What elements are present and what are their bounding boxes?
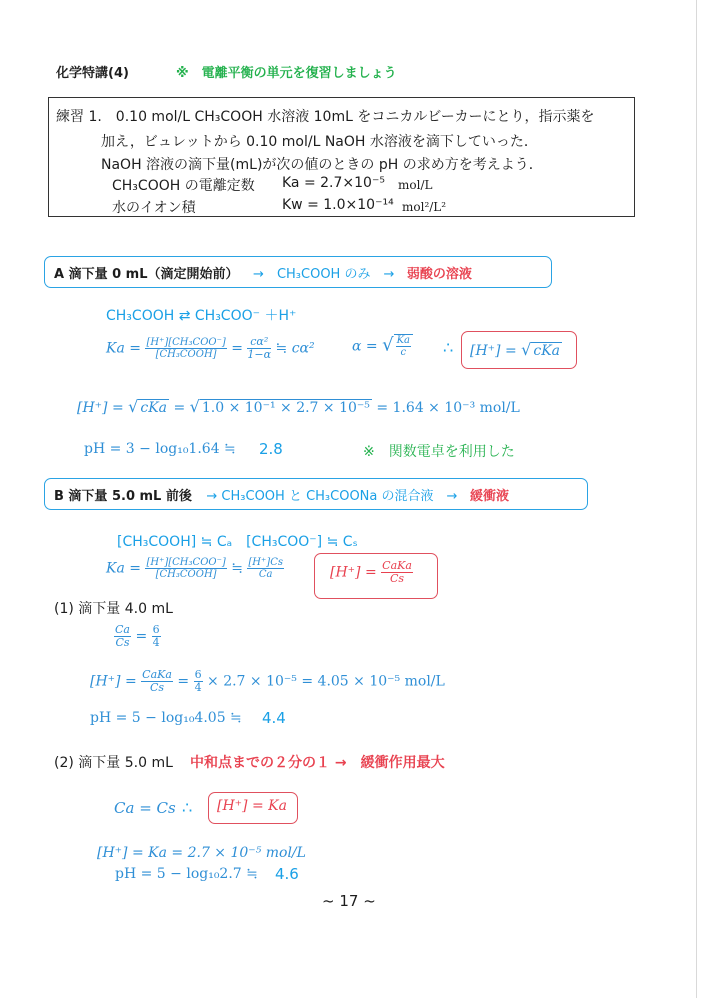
ka-denominator: [CH₃COOH] <box>155 349 217 361</box>
page-number: ~ 17 ~ <box>322 892 376 910</box>
h-part1-ratio-numerator: 6 <box>194 668 202 681</box>
buffer-h-lhs: [H⁺] = <box>330 564 377 581</box>
section-b-title-black: B 滴下量 5.0 mL 前後 <box>54 489 192 504</box>
alpha-fraction <box>396 335 411 358</box>
kw-unit: mol²/L² <box>402 200 447 214</box>
ka-b-approx: ≒ <box>231 560 243 577</box>
h-formula-radicand: cKa <box>533 343 561 359</box>
alpha-numerator: Ka <box>396 335 411 346</box>
ratio-eq: = <box>135 628 148 645</box>
h-part1-ratio-denominator: 4 <box>194 681 202 695</box>
section-a-title-red: 弱酸の溶液 <box>406 267 472 282</box>
alpha-denominator: c <box>400 347 407 358</box>
h-calc-radicand-2: 1.0 × 10⁻¹ × 2.7 × 10⁻⁵ <box>201 400 370 416</box>
h-formula-lhs: [H⁺] = <box>470 343 517 359</box>
course-title: 化学特講(4) <box>56 66 129 81</box>
h-formula: [H⁺] = √ cKa <box>470 340 561 359</box>
buffer-h-denominator: Cs <box>390 572 405 586</box>
ratio-value-numerator: 6 <box>152 623 160 636</box>
ka-eq: = <box>231 340 243 357</box>
ka-b-ratio <box>247 557 284 580</box>
h-part1-numerator: CaKa <box>142 668 172 681</box>
h-part1-fraction <box>141 669 173 694</box>
ka-numerator: [H⁺][CH₃COO⁻] <box>146 337 226 349</box>
h-part1-lhs: [H⁺] = <box>90 673 137 690</box>
ka-fraction <box>145 337 226 360</box>
calculator-note: ※ 関数電卓を利用した <box>363 444 515 460</box>
ca-eq-cs: Ca = Cs <box>114 799 176 817</box>
ka-expression <box>106 336 315 361</box>
ph-a-expression: pH = 3 − log₁₀1.64 ≒ <box>84 441 236 457</box>
ph-a-value: 2.8 <box>259 440 283 458</box>
exercise-line-3: NaOH 溶液の滴下量(mL)が次の値のときの pH の求め方を考えよう． <box>101 157 543 173</box>
alpha-expression: α = √ $\frac{Ka}{c}$ <box>352 334 413 358</box>
ph-part2-value: 4.6 <box>275 865 299 883</box>
section-b-title-red: 緩衝液 <box>469 489 509 504</box>
ka-b-fraction <box>145 557 226 580</box>
ph-part2-expression: pH = 5 − log₁₀2.7 ≒ <box>115 866 258 882</box>
ratio-value-denominator: 4 <box>152 636 160 650</box>
h-calc-eq: = <box>173 400 186 416</box>
exercise-line-1: 練習 1. 0.10 mol/L CH₃COOH 水溶液 10mL をコニカルビーカーにとり，指示薬を <box>56 109 595 125</box>
calpha-numerator: cα² <box>247 336 271 349</box>
kw-label: 水のイオン積 <box>112 200 196 216</box>
part-2-note: 中和点までの２分の１ → 緩衝作用最大 <box>190 755 445 771</box>
page-edge-line <box>696 0 697 998</box>
calpha-denominator: 1−α <box>247 348 272 362</box>
section-a-title-black: A 滴下量 0 mL（滴定開始前） <box>54 267 239 282</box>
ph-part1-expression: pH = 5 − log₁₀4.05 ≒ <box>90 710 242 726</box>
part-1-label: (1) 滴下量 4.0 mL <box>54 601 173 617</box>
concentration-approx: [CH₃COOH] ≒ Cₐ [CH₃COO⁻] ≒ Cₛ <box>117 534 358 550</box>
h-calc-radicand-1: cKa <box>140 400 168 416</box>
ratio-expression <box>114 624 161 649</box>
h-part1-denominator: Cs <box>150 681 165 695</box>
ka-b-lhs: Ka = <box>106 560 141 577</box>
alpha-lhs: α = <box>352 338 378 355</box>
h-part1-calc <box>90 669 445 694</box>
ka-b-ratio-denominator: Ca <box>258 569 273 580</box>
ka-lhs: Ka = <box>106 340 141 357</box>
buffer-h-fraction <box>381 560 413 585</box>
ka-unit: mol/L <box>398 178 433 192</box>
ka-approx: ≒ cα² <box>275 340 315 357</box>
h-calculation: [H⁺] = √ cKa = √ 1.0 × 10⁻¹ × 2.7 × 10⁻⁵ = 1.64 × 10⁻³ mol/L <box>77 397 520 416</box>
ka-label: CH₃COOH の電離定数 <box>112 178 255 194</box>
therefore-symbol-2: ∴ <box>182 798 193 817</box>
h-part1-ratio <box>194 669 203 694</box>
review-note: ※ 電離平衡の単元を復習しましょう <box>176 66 397 81</box>
ionization-equation: CH₃COOH ⇄ CH₃COO⁻ ＋H⁺ <box>106 308 297 324</box>
ka-b-numerator: [H⁺][CH₃COO⁻] <box>146 557 226 568</box>
ph-part1-value: 4.4 <box>262 709 286 727</box>
ratio-value <box>152 624 161 649</box>
buffer-h-formula <box>330 560 413 585</box>
kw-value: Kw = 1.0×10⁻¹⁴ <box>282 197 394 213</box>
ratio-numerator: Ca <box>115 623 130 636</box>
h-eq-ka: [H⁺] = Ka <box>217 798 287 814</box>
section-b-title-blue: → CH₃COOH と CH₃COONa の混合液 → <box>206 489 458 504</box>
ka-value: Ka = 2.7×10⁻⁵ <box>282 175 385 191</box>
h-part1-eq: = <box>177 673 190 690</box>
h-calc-result: = 1.64 × 10⁻³ mol/L <box>376 400 520 416</box>
ka-b-ratio-numerator: [H⁺]Cs <box>248 557 283 568</box>
part-2-label: (2) 滴下量 5.0 mL <box>54 755 173 771</box>
exercise-line-2: 加え，ビュレットから 0.10 mol/L NaOH 水溶液を滴下していった． <box>101 134 538 150</box>
ratio-denominator: Cs <box>115 636 130 650</box>
section-a-title-blue: → CH₃COOH のみ → <box>253 267 395 282</box>
h-calc-lhs: [H⁺] = <box>77 400 124 416</box>
section-a-heading <box>54 263 472 282</box>
ka-b-expression <box>106 557 284 580</box>
therefore-symbol: ∴ <box>443 338 454 357</box>
buffer-h-numerator: CaKa <box>382 559 412 572</box>
ratio-fraction <box>114 624 131 649</box>
section-b-heading <box>54 485 509 504</box>
ka-b-denominator: [CH₃COOH] <box>155 569 217 580</box>
h-part2-calc: [H⁺] = Ka = 2.7 × 10⁻⁵ mol/L <box>97 845 306 861</box>
calpha-fraction <box>247 336 271 361</box>
h-part1-rest: × 2.7 × 10⁻⁵ = 4.05 × 10⁻⁵ mol/L <box>207 673 445 690</box>
